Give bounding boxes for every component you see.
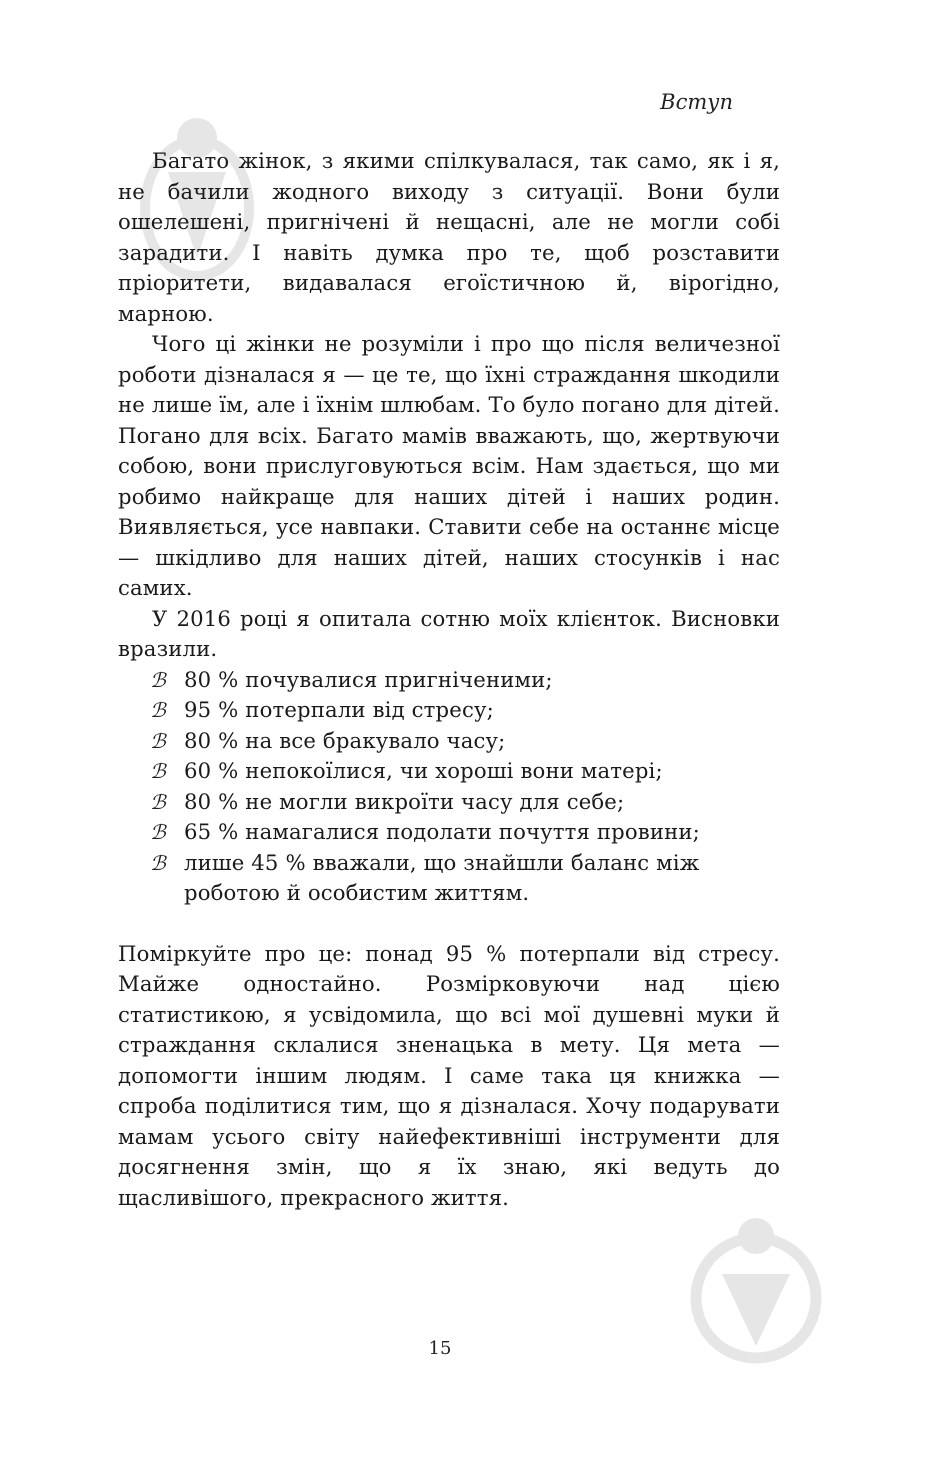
list-item-text: 80 % не могли викроїти часу для себе; xyxy=(184,788,625,814)
bullet-icon: ℬ xyxy=(150,698,166,722)
closing-paragraph: Поміркуйте про це: понад 95 % потерпали від стресу. Майже одностайно. Розмірковуючи над цією статистикою, я усвідомила, що всі мої душевні муки й страждання склалися зненацька в мету. Ця мета — допомогти іншим людям. І саме така ця книжка — спроба поділитися тим, що я дізналася. Хочу подарувати мамам усього світу найефективніші інструменти для досягнення змін, що я їх знаю, які ведуть до щасливішого, прекрасного життя. xyxy=(118,940,780,1210)
list-item-text: 60 % непокоїлися, чи хороші вони матері; xyxy=(184,758,663,783)
list-item xyxy=(118,726,780,757)
list-item xyxy=(118,695,780,726)
paragraph-1: Багато жінок, з якими спілкувалася, так само, як і я, не бачили жодного виходу з ситуації. Вони були ошелешені, пригнічені й нещасні, але не могли собі зарадити. І навіть думка про те, щоб розставити пріоритети, видавалася егоїстичною й, вірогідно, марною. xyxy=(118,148,780,326)
survey-results-list xyxy=(118,665,780,909)
bullet-icon: ℬ xyxy=(150,850,166,875)
bullet-icon: ℬ xyxy=(150,759,166,783)
list-item-text: лише 45 % вважали, що знайшли баланс між роботою й особистим життям. xyxy=(184,849,700,905)
paragraph-2: Чого ці жінки не розуміли і про що після величезної роботи дізналася я — це те, що їхні страждання шкодили не лише їм, але і їхнім шлюбам. То було погано для дітей. Погано для всіх. Багато мамів вважають, що, жертвуючи собою, вони прислуговуються всім. Нам здається, що ми робимо найкраще для наших дітей і наших родин. Виявляється, усе навпаки. Ставити себе на останнє місце — шкідливо для наших дітей, наших стосунків і нас самих. xyxy=(118,331,780,600)
list-item xyxy=(118,756,780,787)
list-item-text: 80 % почувалися пригніченими; xyxy=(184,666,553,692)
list-item xyxy=(118,848,780,909)
page-body xyxy=(118,146,780,1213)
list-item-text: 95 % потерпали від стресу; xyxy=(184,697,494,722)
bullet-icon: ℬ xyxy=(150,667,166,692)
list-item xyxy=(118,665,780,696)
list-item xyxy=(118,787,780,818)
bullet-icon: ℬ xyxy=(150,728,166,753)
list-item-text: 65 % намагалися подолати почуття провини; xyxy=(184,819,700,844)
bullet-icon: ℬ xyxy=(150,820,166,844)
running-header: Вступ xyxy=(660,90,733,114)
page-number: 15 xyxy=(428,1338,452,1359)
bullet-icon: ℬ xyxy=(150,789,166,814)
list-item-text: 80 % на все бракувало часу; xyxy=(184,727,506,753)
list-item xyxy=(118,817,780,848)
paragraph-3: У 2016 році я опитала сотню моїх клієнток. Висновки вразили. xyxy=(118,605,780,661)
